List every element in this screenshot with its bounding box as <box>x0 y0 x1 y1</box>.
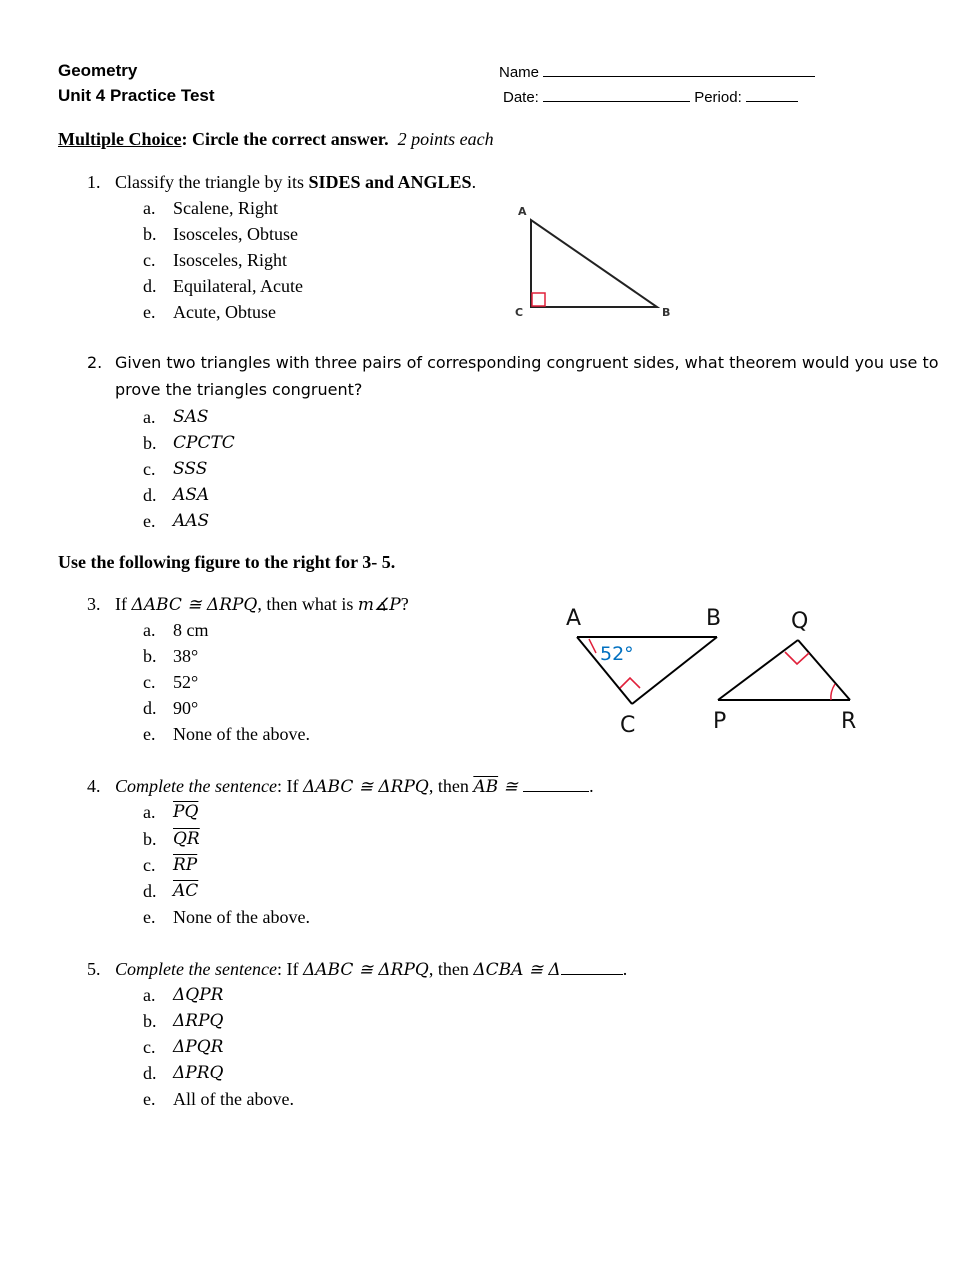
q4-option-e[interactable]: e. <box>143 907 156 927</box>
q5-option-b-text[interactable]: ΔRPQ <box>173 1011 224 1031</box>
mc-points: 2 points each <box>397 129 494 149</box>
q1-option-d-text[interactable]: Equilateral, Acute <box>173 276 303 296</box>
q3-angle: m∡P <box>357 595 401 615</box>
q2-option-b[interactable]: b. <box>143 433 157 453</box>
q3-congruence: ΔABC ≅ ΔRPQ <box>131 595 258 615</box>
q2-option-e-text[interactable]: AAS <box>173 511 210 531</box>
segment-pq <box>718 640 798 700</box>
q3-option-d[interactable]: d. <box>143 698 157 718</box>
q3-prompt: If ΔABC ≅ ΔRPQ, then what is m∡P? <box>115 594 409 615</box>
course-title: Geometry <box>58 61 138 80</box>
q4-segment-ab: $\overline{AB}$ <box>473 777 499 797</box>
q1-prompt <box>115 172 476 193</box>
mc-label: Multiple Choice <box>58 129 182 149</box>
q2-option-a-text[interactable]: SAS <box>173 407 209 427</box>
q4-blank[interactable] <box>523 777 589 792</box>
q3-number: 3. <box>87 594 101 614</box>
period-blank[interactable] <box>746 87 798 102</box>
vertex-c-label: C <box>620 713 636 738</box>
q1-text-bold: SIDES and ANGLES <box>308 172 472 192</box>
q5-option-a[interactable]: a. <box>143 985 156 1005</box>
q5-option-c-text[interactable]: ΔPQR <box>173 1037 224 1057</box>
q3-option-a-text[interactable]: 8 cm <box>173 620 209 640</box>
q3-option-c-text[interactable]: 52° <box>173 672 199 692</box>
q1-option-d[interactable]: d. <box>143 276 157 296</box>
angle-r-arc <box>831 684 835 700</box>
q4-option-a-text[interactable]: $\overline{PQ}$ <box>173 802 199 822</box>
q1-text-pre: Classify the triangle by its <box>115 172 309 192</box>
test-title: Unit 4 Practice Test <box>58 86 215 105</box>
q4-option-c[interactable]: c. <box>143 855 156 875</box>
segment-bc <box>632 637 717 704</box>
q5-prompt: Complete the sentence: If ΔABC ≅ ΔRPQ, then ΔCBA ≅ Δ . <box>115 959 628 980</box>
q5-option-a-text[interactable]: ΔQPR <box>173 985 224 1005</box>
angle-52-label: 52° <box>600 643 634 665</box>
name-field[interactable] <box>499 62 815 81</box>
section-figure-title: Use the following figure to the right for 3- 5. <box>58 552 396 572</box>
q4-option-b[interactable]: b. <box>143 829 157 849</box>
name-blank[interactable] <box>543 62 815 77</box>
q4-option-b-text[interactable]: $\overline{QR}$ <box>173 829 200 849</box>
q4-option-d[interactable]: d. <box>143 881 157 901</box>
q4-option-e-text[interactable]: None of the above. <box>173 907 310 927</box>
q2-line1: Given two triangles with three pairs of corresponding congruent sides, what theorem would you use to <box>115 353 939 372</box>
q1-triangle <box>531 220 657 307</box>
date-period-fields <box>503 87 798 106</box>
q4-number: 4. <box>87 776 101 796</box>
vertex-r-label: R <box>841 709 857 734</box>
q2-option-d-text[interactable]: ASA <box>173 485 210 505</box>
vertex-b-label: B <box>706 606 722 631</box>
q5-option-b[interactable]: b. <box>143 1011 157 1031</box>
q3-option-b[interactable]: b. <box>143 646 157 666</box>
q2-option-e[interactable]: e. <box>143 511 156 531</box>
q1-option-b-text[interactable]: Isosceles, Obtuse <box>173 224 298 244</box>
q1-option-c[interactable]: c. <box>143 250 156 270</box>
q1-option-e[interactable]: e. <box>143 302 156 322</box>
q2-option-d[interactable]: d. <box>143 485 157 505</box>
q4-option-a[interactable]: a. <box>143 802 156 822</box>
q1-option-a[interactable]: a. <box>143 198 156 218</box>
right-angle-c-mark <box>620 678 640 688</box>
q1-right-angle-mark <box>532 293 545 306</box>
q5-option-e-text[interactable]: All of the above. <box>173 1089 294 1109</box>
q2-option-b-text[interactable]: CPCTC <box>173 433 235 453</box>
q2-option-c[interactable]: c. <box>143 459 156 479</box>
q4-option-c-text[interactable]: $\overline{RP}$ <box>173 855 198 875</box>
q5-blank[interactable] <box>561 960 623 975</box>
vertex-p-label: P <box>713 709 727 734</box>
date-blank[interactable] <box>543 87 690 102</box>
q1-option-b[interactable]: b. <box>143 224 157 244</box>
name-label: Name <box>499 64 540 81</box>
vertex-a-label: A <box>566 606 582 631</box>
q1-vertex-c: C <box>515 306 524 319</box>
mc-instruction: : Circle the correct answer. <box>181 129 389 149</box>
q1-vertex-a: A <box>518 205 527 218</box>
period-label: Period: <box>694 89 742 106</box>
q3-option-c[interactable]: c. <box>143 672 156 692</box>
q5-option-e[interactable]: e. <box>143 1089 156 1109</box>
q2-option-a[interactable]: a. <box>143 407 156 427</box>
q5-option-c[interactable]: c. <box>143 1037 156 1057</box>
q4-option-d-text[interactable]: $\overline{AC}$ <box>173 881 199 901</box>
q1-option-c-text[interactable]: Isosceles, Right <box>173 250 287 270</box>
q2-option-c-text[interactable]: SSS <box>173 459 208 479</box>
q1-number: 1. <box>87 172 101 192</box>
q4-prompt: Complete the sentence: If ΔABC ≅ ΔRPQ, then $\overline{AB}$ ≅ . <box>115 776 594 797</box>
vertex-q-label: Q <box>791 609 809 634</box>
q2-line2: prove the triangles congruent? <box>115 380 363 399</box>
segment-qr <box>798 640 850 700</box>
q3-option-a[interactable]: a. <box>143 620 156 640</box>
q1-option-e-text[interactable]: Acute, Obtuse <box>173 302 276 322</box>
q3-option-d-text[interactable]: 90° <box>173 698 199 718</box>
q1-option-a-text[interactable]: Scalene, Right <box>173 198 278 218</box>
right-angle-q-mark <box>785 652 809 664</box>
q3-triangles-figure <box>560 600 870 740</box>
q2-number: 2. <box>87 353 103 372</box>
q5-option-d-text[interactable]: ΔPRQ <box>173 1063 224 1083</box>
q1-vertex-b: B <box>662 306 671 319</box>
angle-a-arc <box>589 639 596 653</box>
q5-option-d[interactable]: d. <box>143 1063 157 1083</box>
q3-option-e[interactable]: e. <box>143 724 156 744</box>
section-mc-title <box>58 129 494 150</box>
date-label: Date: <box>503 89 539 106</box>
q1-text-post: . <box>471 172 477 192</box>
q3-option-e-text[interactable]: None of the above. <box>173 724 310 744</box>
q3-option-b-text[interactable]: 38° <box>173 646 199 666</box>
q5-number: 5. <box>87 959 101 979</box>
q1-triangle-figure <box>510 200 680 325</box>
